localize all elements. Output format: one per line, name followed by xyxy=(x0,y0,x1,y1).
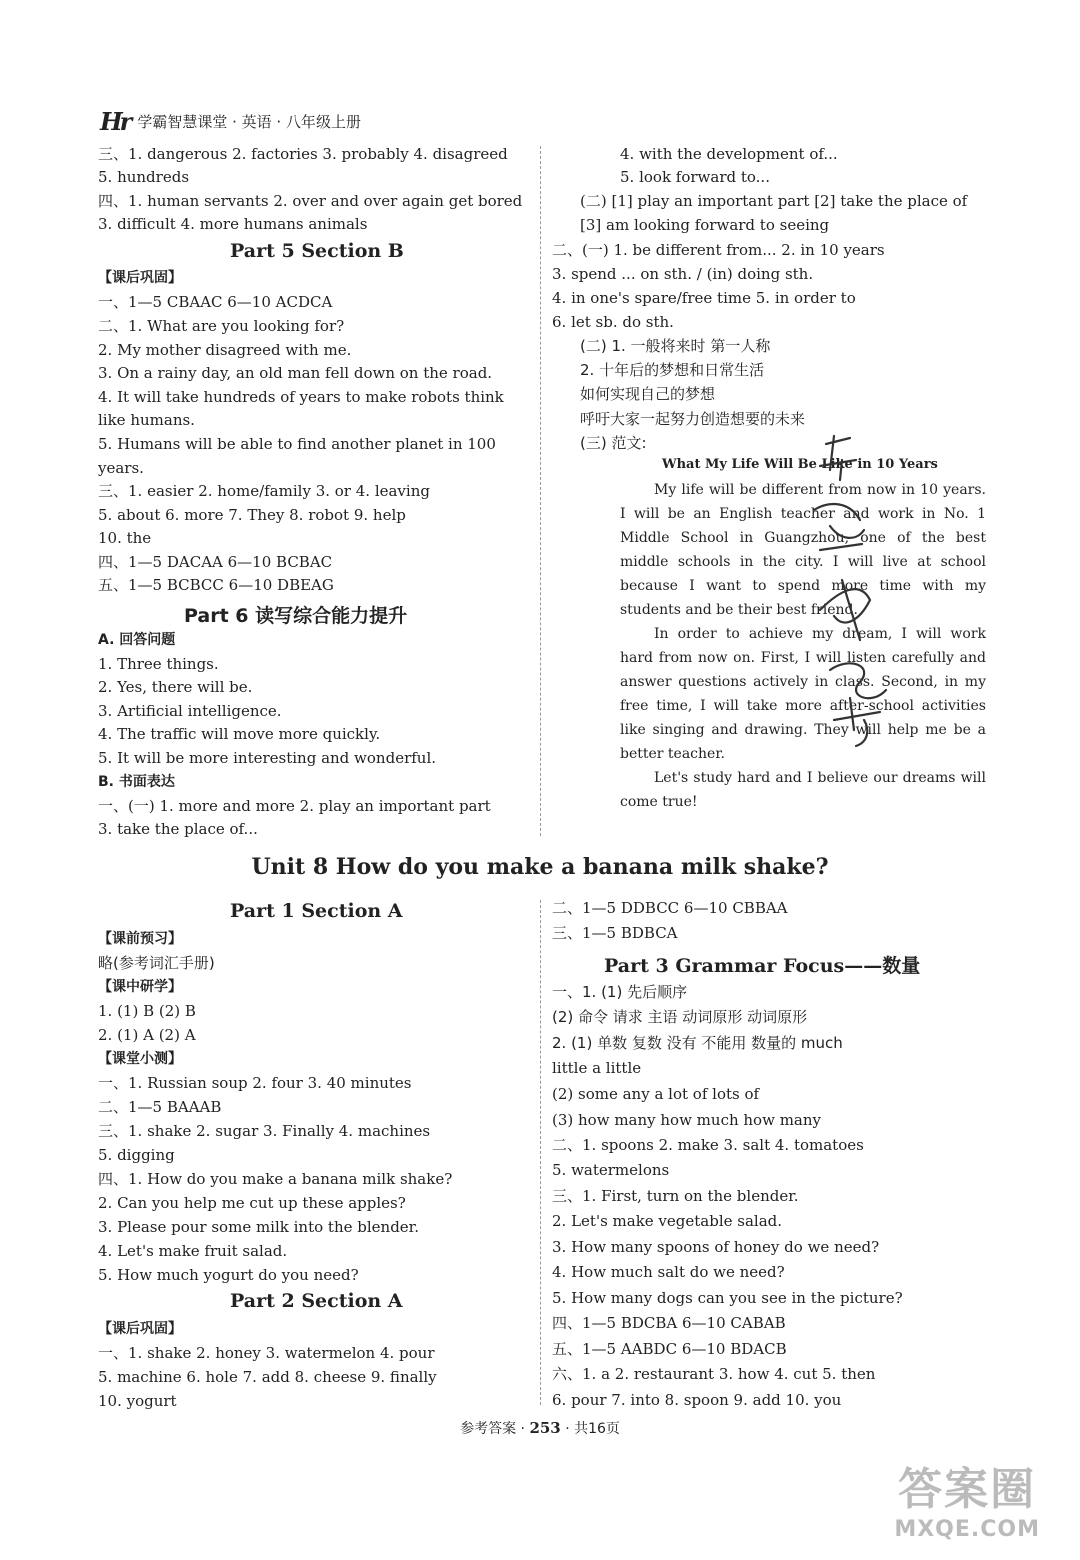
answer-line: 3. On a rainy day, an old man fell down on the road. xyxy=(98,364,493,382)
answer-line: 5. How much yogurt do you need? xyxy=(98,1266,359,1284)
answer-line: 2. (1) 单数 复数 没有 不能用 数量的 much xyxy=(552,1034,843,1052)
watermark xyxy=(894,1453,1040,1542)
answer-line: 5. Humans will be able to find another planet in 100 xyxy=(98,435,496,453)
answer-line: 4. in one's spare/free time 5. in order to xyxy=(552,289,856,307)
answer-line: 4. The traffic will move more quickly. xyxy=(98,725,381,743)
answer-line: 三、1. First, turn on the blender. xyxy=(552,1187,799,1205)
section-tag: 【课前预习】 xyxy=(98,931,182,947)
page-number: 253 xyxy=(529,1419,561,1437)
part5-heading: Part 5 Section B xyxy=(230,240,404,262)
part1-heading: Part 1 Section A xyxy=(230,900,403,922)
answer-line: (二) [1] play an important part [2] take the place of xyxy=(580,192,968,210)
answer-line: 2. Can you help me cut up these apples? xyxy=(98,1194,406,1212)
answer-line: 3. How many spoons of honey do we need? xyxy=(552,1238,880,1256)
handwriting-scribble xyxy=(790,430,930,760)
answer-line: 5. machine 6. hole 7. add 8. cheese 9. finally xyxy=(98,1368,437,1386)
answer-line: 6. let sb. do sth. xyxy=(552,313,674,331)
answer-line: 4. How much salt do we need? xyxy=(552,1263,785,1281)
answer-line: (二) 1. 一般将来时 第一人称 xyxy=(580,337,771,355)
answer-line: 呼吁大家一起努力创造想要的未来 xyxy=(580,410,806,428)
answer-line: 二、1—5 BAAAB xyxy=(98,1098,222,1116)
answer-line: 2. Let's make vegetable salad. xyxy=(552,1212,783,1230)
answer-line: 5. How many dogs can you see in the picture? xyxy=(552,1289,903,1307)
answer-line: 五、1—5 BCBCC 6—10 DBEAG xyxy=(98,576,334,594)
essay-paragraph: In order to achieve my dream, I will work hard from now on. First, I will listen carefully and answer questions actively in class. Second, in my free time, I will take more after-school activities like singing and drawing. They will help me be a better teacher. xyxy=(620,626,986,762)
answer-line: 10. yogurt xyxy=(98,1392,177,1410)
answer-line: 5. watermelons xyxy=(552,1161,670,1179)
page-header xyxy=(100,108,361,134)
part3-heading: Part 3 Grammar Focus——数量 xyxy=(604,955,921,977)
answer-line: (2) some any a lot of lots of xyxy=(552,1085,760,1103)
answer-line: 四、1—5 DACAA 6—10 BCBAC xyxy=(98,553,333,571)
watermark-url: MXQE.COM xyxy=(894,1517,1040,1542)
section-tag: 【课后巩固】 xyxy=(98,270,182,286)
essay-title: What My Life Will Be Like in 10 Years xyxy=(662,457,938,472)
section-tag: 【课中研学】 xyxy=(98,979,182,995)
column-divider xyxy=(540,146,541,836)
essay-paragraph: My life will be different from now in 10 years. I will be an English teacher and work in No. 1 Middle School in Guangzhou, one of the best middle schools in the city. I will live at school because I want to spend more time with my students and be their best friend. xyxy=(620,482,986,618)
answer-line: 5. digging xyxy=(98,1146,175,1164)
section-b-label: B. 书面表达 xyxy=(98,774,175,790)
answer-line: 一、1. Russian soup 2. four 3. 40 minutes xyxy=(98,1074,412,1092)
answer-line: 二、1. What are you looking for? xyxy=(98,317,345,335)
answer-line: 5. look forward to... xyxy=(620,168,770,186)
section-a-label: A. 回答问题 xyxy=(98,632,176,648)
part6-heading: Part 6 读写综合能力提升 xyxy=(184,605,408,627)
answer-line: 6. pour 7. into 8. spoon 9. add 10. you xyxy=(552,1391,842,1409)
answer-line: 3. spend ... on sth. / (in) doing sth. xyxy=(552,265,814,283)
part2-heading: Part 2 Section A xyxy=(230,1290,403,1312)
answer-line: 3. difficult 4. more humans animals xyxy=(98,215,368,233)
unit-title: Unit 8 How do you make a banana milk shake? xyxy=(251,854,829,880)
answer-line: years. xyxy=(98,459,144,477)
section-tag: 【课堂小测】 xyxy=(98,1051,182,1067)
page-footer xyxy=(0,1418,1080,1438)
answer-line: 5. It will be more interesting and wonderful. xyxy=(98,749,437,767)
essay-paragraph: Let's study hard and I believe our dreams will come true! xyxy=(620,770,986,810)
answer-line: 2. 十年后的梦想和日常生活 xyxy=(580,361,765,379)
book-title: 学霸智慧课堂 · 英语 · 八年级上册 xyxy=(137,112,361,131)
answer-line: 一、1—5 CBAAC 6—10 ACDCA xyxy=(98,293,333,311)
answer-line: 5. hundreds xyxy=(98,168,190,186)
answer-line: 一、1. (1) 先后顺序 xyxy=(552,983,688,1001)
answer-line: 二、(一) 1. be different from... 2. in 10 years xyxy=(552,241,885,259)
answer-line: 3. Artificial intelligence. xyxy=(98,702,282,720)
answer-line: 3. take the place of... xyxy=(98,820,258,838)
answer-line: 4. Let's make fruit salad. xyxy=(98,1242,288,1260)
answer-line: 1. (1) B (2) B xyxy=(98,1002,196,1020)
answer-line: (2) 命令 请求 主语 动词原形 动词原形 xyxy=(552,1008,808,1026)
answer-line: 2. (1) A (2) A xyxy=(98,1026,196,1044)
column-divider xyxy=(540,900,541,1405)
answer-line: like humans. xyxy=(98,411,195,429)
answer-line: 3. Please pour some milk into the blender. xyxy=(98,1218,419,1236)
answer-line: 二、1. spoons 2. make 3. salt 4. tomatoes xyxy=(552,1136,864,1154)
footer-label: 参考答案 · xyxy=(460,1421,525,1437)
answer-line: 三、1. dangerous 2. factories 3. probably 4. disagreed xyxy=(98,145,508,163)
answer-line: little a little xyxy=(552,1059,642,1077)
watermark-logo: 答案圈 xyxy=(898,1464,1037,1515)
answer-line: 4. with the development of... xyxy=(620,145,838,163)
answer-line: 四、1. human servants 2. over and over again get bored xyxy=(98,192,523,210)
answer-line: 4. It will take hundreds of years to make robots think xyxy=(98,388,504,406)
page-total: · 共16页 xyxy=(565,1421,620,1437)
answer-line: 三、1. easier 2. home/family 3. or 4. leaving xyxy=(98,482,430,500)
answer-line: [3] am looking forward to seeing xyxy=(580,216,830,234)
answer-line: 1. Three things. xyxy=(98,655,219,673)
answer-line: 5. about 6. more 7. They 8. robot 9. help xyxy=(98,506,406,524)
answer-line: 略(参考词汇手册) xyxy=(98,954,215,972)
book-logo: Hr xyxy=(100,106,130,136)
section-tag: 【课后巩固】 xyxy=(98,1321,182,1337)
answer-line: 三、1—5 BDBCA xyxy=(552,924,678,942)
answer-line: 2. My mother disagreed with me. xyxy=(98,341,352,359)
answer-line: 2. Yes, there will be. xyxy=(98,678,253,696)
answer-line: 六、1. a 2. restaurant 3. how 4. cut 5. then xyxy=(552,1365,876,1383)
answer-line: 四、1. How do you make a banana milk shake? xyxy=(98,1170,453,1188)
answer-line: (3) how many how much how many xyxy=(552,1111,821,1129)
answer-line: 10. the xyxy=(98,529,152,547)
answer-line: 四、1—5 BDCBA 6—10 CABAB xyxy=(552,1314,786,1332)
answer-line: 一、1. shake 2. honey 3. watermelon 4. pour xyxy=(98,1344,435,1362)
answer-line: 五、1—5 AABDC 6—10 BDACB xyxy=(552,1340,787,1358)
answer-line: 二、1—5 DDBCC 6—10 CBBAA xyxy=(552,899,788,917)
answer-line: 一、(一) 1. more and more 2. play an important part xyxy=(98,797,491,815)
answer-line: 如何实现自己的梦想 xyxy=(580,385,716,403)
answer-line: 三、1. shake 2. sugar 3. Finally 4. machines xyxy=(98,1122,431,1140)
answer-line: (三) 范文: xyxy=(580,434,647,452)
